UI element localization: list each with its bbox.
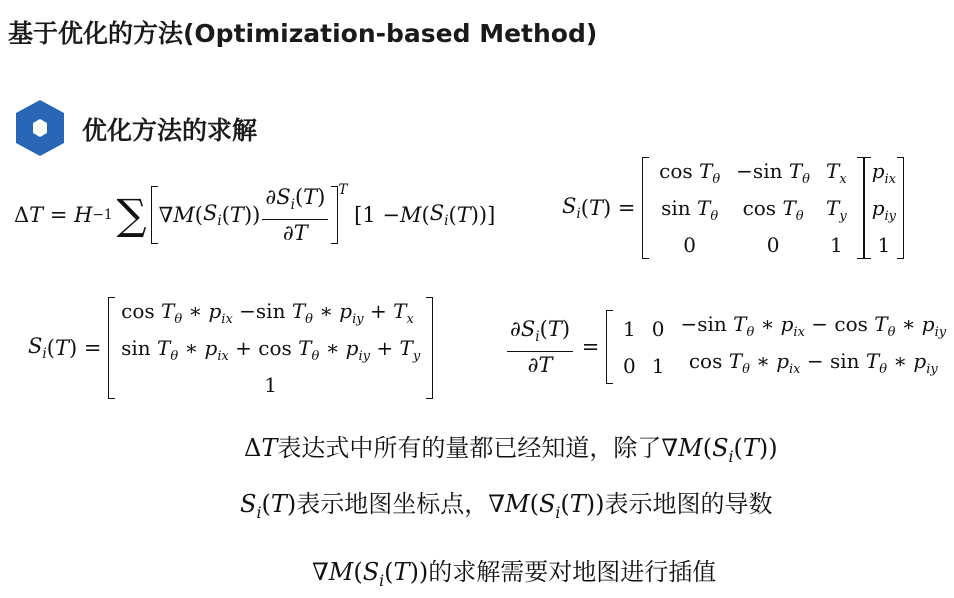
note-line-1: ΔT表达式中所有的量都已经知道，除了$\nabla M(S_i(T))$ (244, 434, 778, 466)
delta-t-equation: Δ T = H −1 ∑ ∇ M ( $S_i$ ( T )) $\frac{\partial S_i(T)}{\partial T}$ $^T$ [1 − M ( $S_i$ ( T )) ] (14, 182, 496, 245)
expanded-transform-equation: $S_i$ ( T ) = $\cos T_\theta$ ∗ $p_{ix} -\sin$ $T_\theta$ ∗ $p_{iy} + T_x$ $\sin T_\theta$ ∗ $p_{ix} + \cos T_\theta$ ∗ $p_{iy} + T_y$ 1 (28, 305, 433, 391)
note-line-3: $\nabla M(S_i(T))$的求解需要对地图进行插值 (312, 558, 717, 590)
hexagon-bullet-icon (14, 98, 66, 158)
jacobian-equation: $\frac{\partial S_i(T)}{\partial T}$ = 1 0 −sin $T_\theta$ ∗ $p_{ix} - \cos T_\theta$ ∗ $p_{iy}$ 0 1 $\cos T_\theta$ ∗ $p_{ix} - \sin T_\theta$ ∗ $p_{iy}$ (505, 316, 954, 378)
transform-matrix-equation: $S_i$ ( T ) = $\cos T_\theta$ −sin $T_\theta$ $T_x$ $\sin T_\theta$ $\cos T_\theta$ $T_y$ 0 0 1 $p_{ix}$ $p_{iy}$ 1 (562, 170, 904, 246)
note-line-2: $S_i(T)$表示地图坐标点，$\nabla M(S_i(T))$表示地图的导数 (240, 490, 773, 522)
note-line-1-text: 表达式中所有的量都已经知道，除了 (277, 434, 662, 462)
note-line-3-text: 的求解需要对地图进行插值 (428, 558, 717, 586)
section-title: 优化方法的求解 (82, 116, 258, 145)
slide-title: 基于优化的方法(Optimization-based Method) (8, 19, 598, 48)
note-line-2-end: 表示地图的导数 (604, 490, 773, 518)
note-line-2-mid: 表示地图坐标点， (296, 490, 489, 518)
